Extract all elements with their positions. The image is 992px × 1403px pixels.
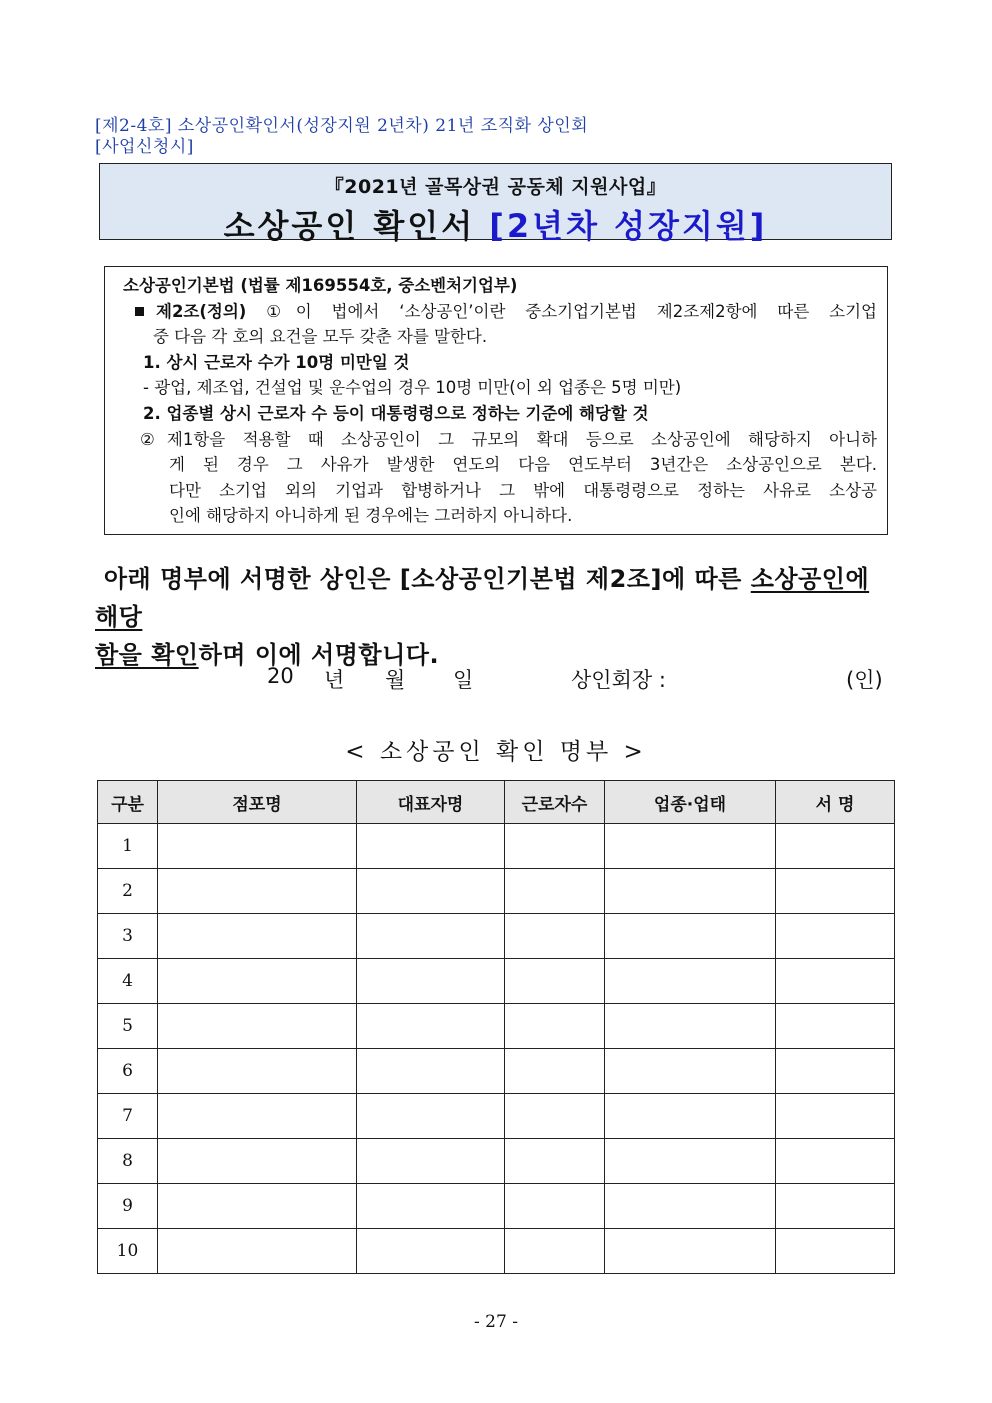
table-row [98,824,895,869]
business-type-cell[interactable] [605,1139,776,1184]
store-name-cell[interactable] [158,824,357,869]
representative-cell[interactable] [357,1184,505,1229]
row-number: 4 [98,959,158,1004]
representative-cell[interactable] [357,824,505,869]
document-title-main: 소상공인 확인서 [223,207,476,245]
title-box [99,163,892,245]
row-number: 5 [98,1004,158,1049]
table-row [98,1184,895,1229]
article-text-1: ①이 법에서 ‘소상공인’이란 중소기업기본법 제2조제2항에 따른 소기업 [246,301,877,321]
employees-cell[interactable] [505,1229,605,1274]
roster-table [97,780,895,1274]
representative-cell[interactable] [357,1049,505,1094]
column-header: 근로자수 [505,781,605,824]
signature-cell[interactable] [776,869,895,914]
representative-cell[interactable] [357,1004,505,1049]
law-heading: 소상공인기본법 (법률 제169554호, 중소벤처기업부) [123,276,518,295]
law-item-2: 2. 업종별 상시 근로자 수 등이 대통령령으로 정하는 기준에 해당할 것 [143,403,649,423]
statement-underline-1: 소상공인에 해당 [95,565,870,631]
row-number: 10 [98,1229,158,1274]
article-label: 제2조(정의) [156,301,247,321]
business-type-cell[interactable] [605,914,776,959]
signature-cell[interactable] [776,1139,895,1184]
document-subtitle: 『2021년 골목상권 공동체 지원사업』 [324,176,667,198]
row-number: 9 [98,1184,158,1229]
table-row [98,1004,895,1049]
signature-cell[interactable] [776,824,895,869]
law-item-1: 1. 상시 근로자 수가 10명 미만일 것 [143,352,410,372]
table-row [98,914,895,959]
confirmation-statement [95,560,897,674]
page-number: - 27 - [474,1312,518,1332]
year-label: 년 [324,668,345,692]
form-reference [95,116,588,158]
employees-cell[interactable] [505,959,605,1004]
day-label: 일 [453,668,474,692]
representative-cell[interactable] [357,869,505,914]
store-name-cell[interactable] [158,1094,357,1139]
row-number: 2 [98,869,158,914]
signature-cell[interactable] [776,959,895,1004]
representative-cell[interactable] [357,1139,505,1184]
column-header: 서 명 [776,781,895,824]
store-name-cell[interactable] [158,959,357,1004]
column-header: 구분 [98,781,158,824]
document-title-accent: [2년차 성장지원] [489,207,768,245]
law-excerpt-box [104,266,888,535]
article-line-2: 중 다음 각 호의 요건을 모두 갖춘 자를 말한다. [153,327,488,347]
seal-label: (인) [846,668,883,692]
employees-cell[interactable] [505,914,605,959]
statement-part-2: 하며 이에 서명합니다. [198,641,440,669]
column-header: 점포명 [158,781,357,824]
form-reference-line-1: [제2-4호] 소상공인확인서(성장지원 2년차) 21년 조직화 상인회 [95,116,589,136]
store-name-cell[interactable] [158,1004,357,1049]
year-prefix: 20 [267,664,294,688]
month-label: 월 [385,668,406,692]
employees-cell[interactable] [505,824,605,869]
signature-cell[interactable] [776,1049,895,1094]
date-signature-line [0,664,992,696]
business-type-cell[interactable] [605,824,776,869]
business-type-cell[interactable] [605,869,776,914]
representative-cell[interactable] [357,1229,505,1274]
roster-header-row [98,781,895,824]
table-row [98,1094,895,1139]
bullet-icon [135,307,144,316]
representative-cell[interactable] [357,959,505,1004]
row-number: 1 [98,824,158,869]
store-name-cell[interactable] [158,1139,357,1184]
business-type-cell[interactable] [605,1184,776,1229]
employees-cell[interactable] [505,1184,605,1229]
employees-cell[interactable] [505,869,605,914]
table-row [98,1139,895,1184]
employees-cell[interactable] [505,1094,605,1139]
row-number: 6 [98,1049,158,1094]
store-name-cell[interactable] [158,1049,357,1094]
row-number: 3 [98,914,158,959]
signature-cell[interactable] [776,1184,895,1229]
statement-part-1: 아래 명부에 서명한 상인은 [소상공인기본법 제2조]에 따른 [103,565,751,593]
signature-cell[interactable] [776,1094,895,1139]
column-header: 업종·업태 [605,781,776,824]
signature-cell[interactable] [776,914,895,959]
signer-label: 상인회장 : [571,668,666,692]
table-row [98,959,895,1004]
table-row [98,1229,895,1274]
law-item-1-detail: - 광업, 제조업, 건설업 및 운수업의 경우 10명 미만(이 외 업종은 5명 미만) [143,378,682,398]
signature-cell[interactable] [776,1004,895,1049]
representative-cell[interactable] [357,1094,505,1139]
statement-underline-2: 함을 확인 [95,641,199,669]
employees-cell[interactable] [505,1049,605,1094]
business-type-cell[interactable] [605,1229,776,1274]
column-header: 대표자명 [357,781,505,824]
business-type-cell[interactable] [605,1094,776,1139]
business-type-cell[interactable] [605,1004,776,1049]
store-name-cell[interactable] [158,914,357,959]
table-row [98,1049,895,1094]
business-type-cell[interactable] [605,1049,776,1094]
row-number: 7 [98,1094,158,1139]
document-title [100,201,891,247]
law-paragraph-2-line-4: 인에 해당하지 아니하게 된 경우에는 그러하지 아니하다. [169,506,573,526]
store-name-cell[interactable] [158,1229,357,1274]
signature-cell[interactable] [776,1229,895,1274]
law-paragraph-2-line-1: ②제1항을 적용할 때 소상공인이 그 규모의 확대 등으로 소상공인에 해당하지 아니하 [140,429,877,449]
row-number: 8 [98,1139,158,1184]
law-paragraph-2-line-2: 게 된 경우 그 사유가 발생한 연도의 다음 연도부터 3년간은 소상공인으로 본다. [169,455,877,475]
form-reference-line-2: [사업신청시] [95,137,194,157]
article-line-1 [123,299,877,325]
roster-title: < 소상공인 확인 명부 > [345,739,647,765]
law-paragraph-2-line-3: 다만 소기업 외의 기업과 합병하거나 그 밖에 대통령령으로 정하는 사유로 소상공 [169,480,877,500]
table-row [98,869,895,914]
store-name-cell[interactable] [158,1184,357,1229]
store-name-cell[interactable] [158,869,357,914]
employees-cell[interactable] [505,1139,605,1184]
representative-cell[interactable] [357,914,505,959]
business-type-cell[interactable] [605,959,776,1004]
employees-cell[interactable] [505,1004,605,1049]
